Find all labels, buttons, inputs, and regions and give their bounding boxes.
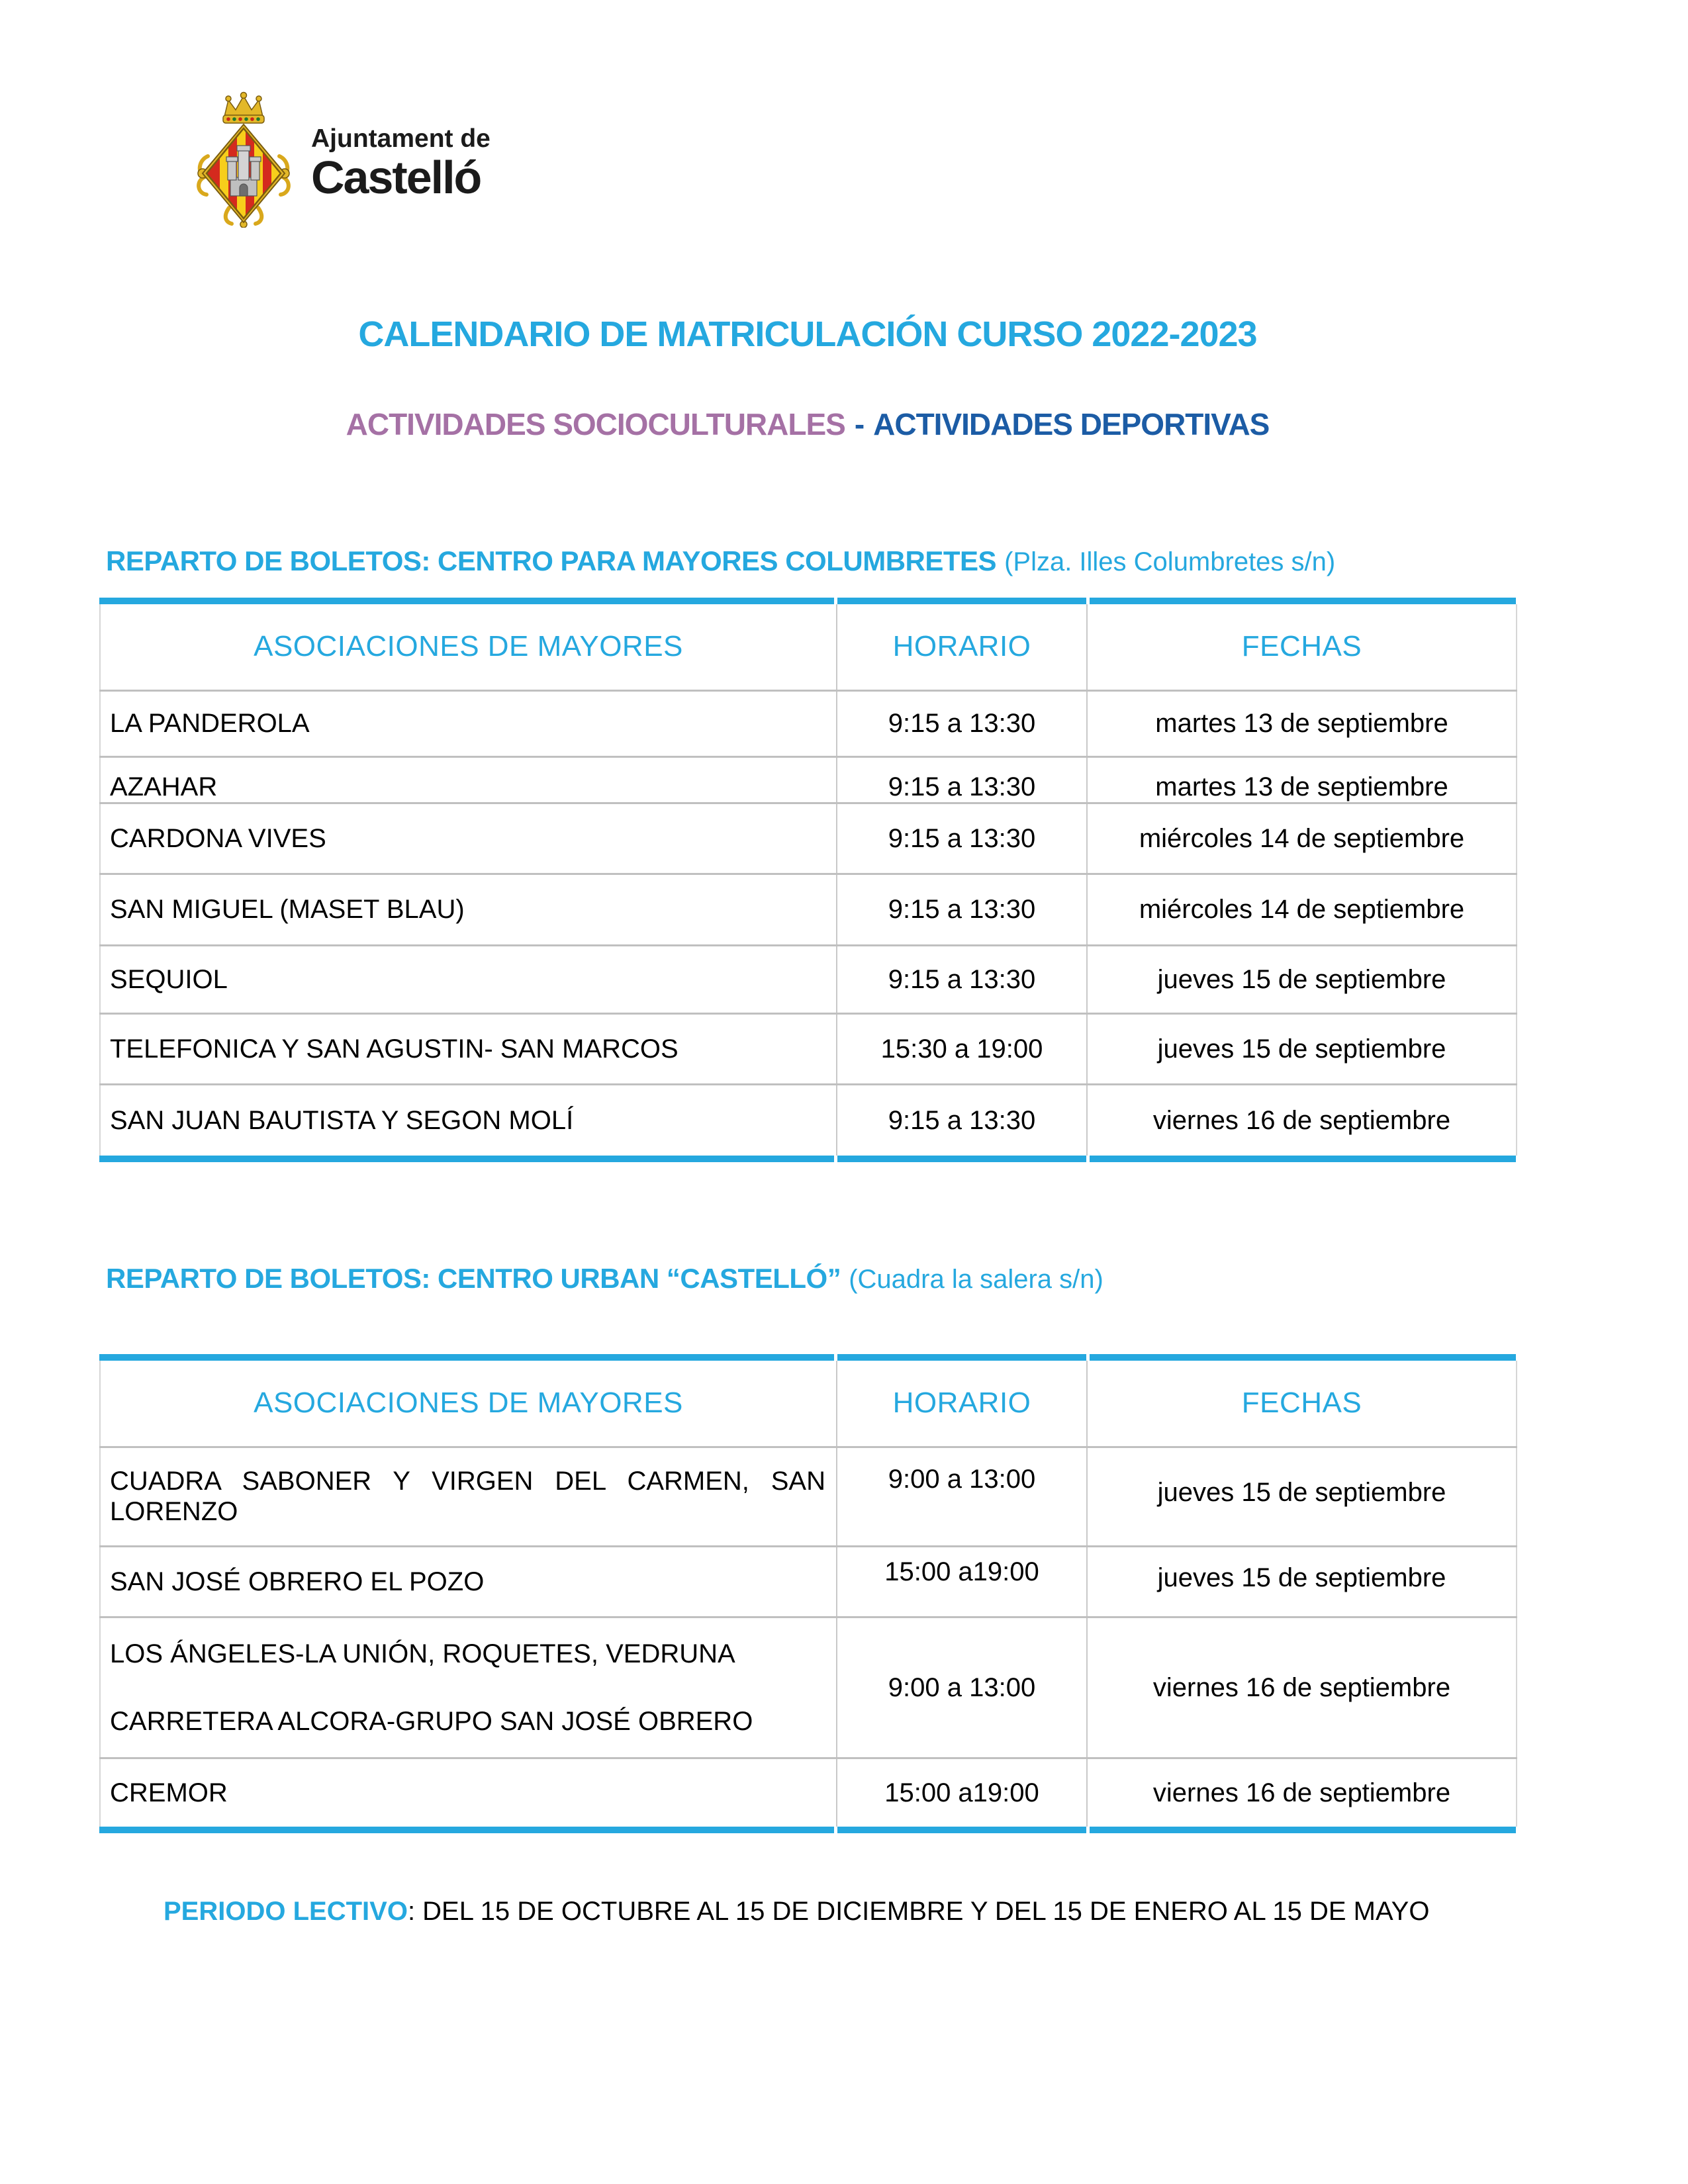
cell-asociacion: SAN MIGUEL (MASET BLAU) bbox=[100, 874, 837, 945]
schedule-table-columbretes-wrap bbox=[99, 598, 1516, 1162]
cell-fecha: jueves 15 de septiembre bbox=[1087, 945, 1517, 1013]
cell-horario: 9:15 a 13:30 bbox=[837, 803, 1087, 874]
cell-asociacion: CARDONA VIVES bbox=[100, 803, 837, 874]
cell-asociacion: SEQUIOL bbox=[100, 945, 837, 1013]
cell-fecha: martes 13 de septiembre bbox=[1087, 756, 1517, 803]
cell-asociacion bbox=[100, 1617, 837, 1758]
bar-segment bbox=[837, 598, 1086, 604]
cell-horario: 9:00 a 13:00 bbox=[837, 1447, 1087, 1546]
cell-asociacion-text: CUADRA SABONER Y VIRGEN DEL CARMEN, SAN LORENZO bbox=[110, 1467, 825, 1526]
bar-segment bbox=[99, 1156, 834, 1162]
cell-fecha: miércoles 14 de septiembre bbox=[1087, 874, 1517, 945]
periodo-lectivo-note bbox=[164, 1897, 1429, 1927]
schedule-table-urban bbox=[99, 1361, 1517, 1827]
table-row bbox=[100, 1546, 1517, 1617]
cell-horario: 9:15 a 13:30 bbox=[837, 874, 1087, 945]
bar-segment bbox=[1090, 598, 1516, 604]
table-header-row bbox=[100, 1361, 1517, 1447]
table-header-row bbox=[100, 604, 1517, 690]
table-row bbox=[100, 1617, 1517, 1758]
logo bbox=[193, 91, 491, 228]
cell-horario: 9:00 a 13:00 bbox=[837, 1617, 1087, 1758]
table-bottom-bar bbox=[99, 1827, 1516, 1833]
table-row bbox=[100, 874, 1517, 945]
cell-fecha: viernes 16 de septiembre bbox=[1152, 1105, 1451, 1135]
cell-fecha: jueves 15 de septiembre bbox=[1087, 1013, 1517, 1084]
schedule-table-columbretes bbox=[99, 604, 1517, 1156]
section-heading-note: (Cuadra la salera s/n) bbox=[849, 1265, 1103, 1294]
section-heading-note: (Plza. Illes Columbretes s/n) bbox=[1004, 547, 1336, 576]
bar-segment bbox=[837, 1156, 1086, 1162]
subtitle-socioculturales: ACTIVIDADES SOCIOCULTURALES bbox=[346, 407, 845, 441]
column-header-asociaciones: ASOCIACIONES DE MAYORES bbox=[100, 604, 837, 690]
table-row bbox=[100, 690, 1517, 756]
subtitle-deportivas: ACTIVIDADES DEPORTIVAS bbox=[873, 407, 1270, 441]
bar-segment bbox=[99, 1827, 834, 1833]
bar-segment bbox=[837, 1827, 1086, 1833]
cell-horario: 9:15 a 13:30 bbox=[837, 945, 1087, 1013]
cell-fecha: jueves 15 de septiembre bbox=[1087, 1447, 1517, 1546]
section-heading-urban-castello bbox=[106, 1263, 1628, 1295]
logo-org-line2: Castelló bbox=[311, 151, 481, 203]
cell-horario: 9:15 a 13:30 bbox=[837, 690, 1087, 756]
bar-segment bbox=[99, 598, 834, 604]
section-heading-text: REPARTO DE BOLETOS: CENTRO URBAN “CASTELLÓ” bbox=[106, 1263, 841, 1294]
logo-text bbox=[311, 126, 491, 201]
cell-horario: 15:30 a 19:00 bbox=[837, 1013, 1087, 1084]
cell-fecha: viernes 16 de septiembre bbox=[1087, 1617, 1517, 1758]
cell-horario: 9:15 a 13:30 bbox=[837, 1084, 1087, 1156]
cell-asociacion: CREMOR bbox=[100, 1758, 837, 1827]
table-top-bar bbox=[99, 598, 1516, 604]
column-header-fechas: FECHAS bbox=[1087, 604, 1517, 690]
cell-horario: 15:00 a19:00 bbox=[837, 1758, 1087, 1827]
periodo-lectivo-label: PERIODO LECTIVO bbox=[164, 1897, 408, 1926]
bar-segment bbox=[1090, 1827, 1516, 1833]
bar-segment bbox=[99, 1354, 834, 1361]
column-header-fechas: FECHAS bbox=[1087, 1361, 1517, 1447]
logo-org-line1: Ajuntament de bbox=[311, 124, 491, 153]
table-row bbox=[100, 1447, 1517, 1546]
cell-fecha: miércoles 14 de septiembre bbox=[1087, 803, 1517, 874]
cell-asociacion bbox=[100, 1447, 837, 1546]
table-row bbox=[100, 1758, 1517, 1827]
cell-asociacion: LA PANDEROLA bbox=[100, 690, 837, 756]
subtitle-separator: - bbox=[854, 407, 865, 441]
cell-asociacion: TELEFONICA Y SAN AGUSTIN- SAN MARCOS bbox=[100, 1013, 837, 1084]
column-header-horario: HORARIO bbox=[837, 604, 1087, 690]
table-row bbox=[100, 756, 1517, 803]
column-header-horario: HORARIO bbox=[837, 1361, 1087, 1447]
column-header-asociaciones: ASOCIACIONES DE MAYORES bbox=[100, 1361, 837, 1447]
periodo-lectivo-text: : DEL 15 DE OCTUBRE AL 15 DE DICIEMBRE Y DEL 15 DE ENERO AL 15 DE MAYO bbox=[407, 1897, 1430, 1926]
section-heading-columbretes bbox=[106, 545, 1628, 577]
section-heading-text: REPARTO DE BOLETOS: CENTRO PARA MAYORES COLUMBRETES bbox=[106, 545, 997, 576]
schedule-table-urban-wrap bbox=[99, 1354, 1516, 1833]
cell-horario: 15:00 a19:00 bbox=[837, 1546, 1087, 1617]
cell-horario: 9:15 a 13:30 bbox=[837, 756, 1087, 803]
table-row bbox=[100, 1013, 1517, 1084]
table-row bbox=[100, 1084, 1517, 1156]
castello-coat-of-arms-icon bbox=[193, 91, 294, 228]
cell-asociacion: SAN JUAN BAUTISTA Y SEGON MOLÍ bbox=[100, 1084, 837, 1156]
table-row bbox=[100, 945, 1517, 1013]
cell-asociacion: AZAHAR bbox=[100, 756, 837, 803]
table-bottom-bar bbox=[99, 1156, 1516, 1162]
bar-segment bbox=[1090, 1156, 1516, 1162]
page-subtitle bbox=[99, 406, 1516, 442]
cell-fecha: viernes 16 de septiembre bbox=[1152, 1778, 1451, 1807]
table-row bbox=[100, 803, 1517, 874]
bar-segment bbox=[837, 1354, 1086, 1361]
cell-asociacion-line2: CARRETERA ALCORA-GRUPO SAN JOSÉ OBRERO bbox=[110, 1706, 753, 1736]
cell-fecha: jueves 15 de septiembre bbox=[1087, 1546, 1517, 1617]
table-top-bar bbox=[99, 1354, 1516, 1361]
cell-asociacion: SAN JOSÉ OBRERO EL POZO bbox=[100, 1546, 837, 1617]
page-title: CALENDARIO DE MATRICULACIÓN CURSO 2022-2023 bbox=[358, 314, 1257, 354]
cell-fecha: martes 13 de septiembre bbox=[1087, 690, 1517, 756]
bar-segment bbox=[1090, 1354, 1516, 1361]
cell-asociacion-line1: LOS ÁNGELES-LA UNIÓN, ROQUETES, VEDRUNA bbox=[110, 1639, 735, 1668]
